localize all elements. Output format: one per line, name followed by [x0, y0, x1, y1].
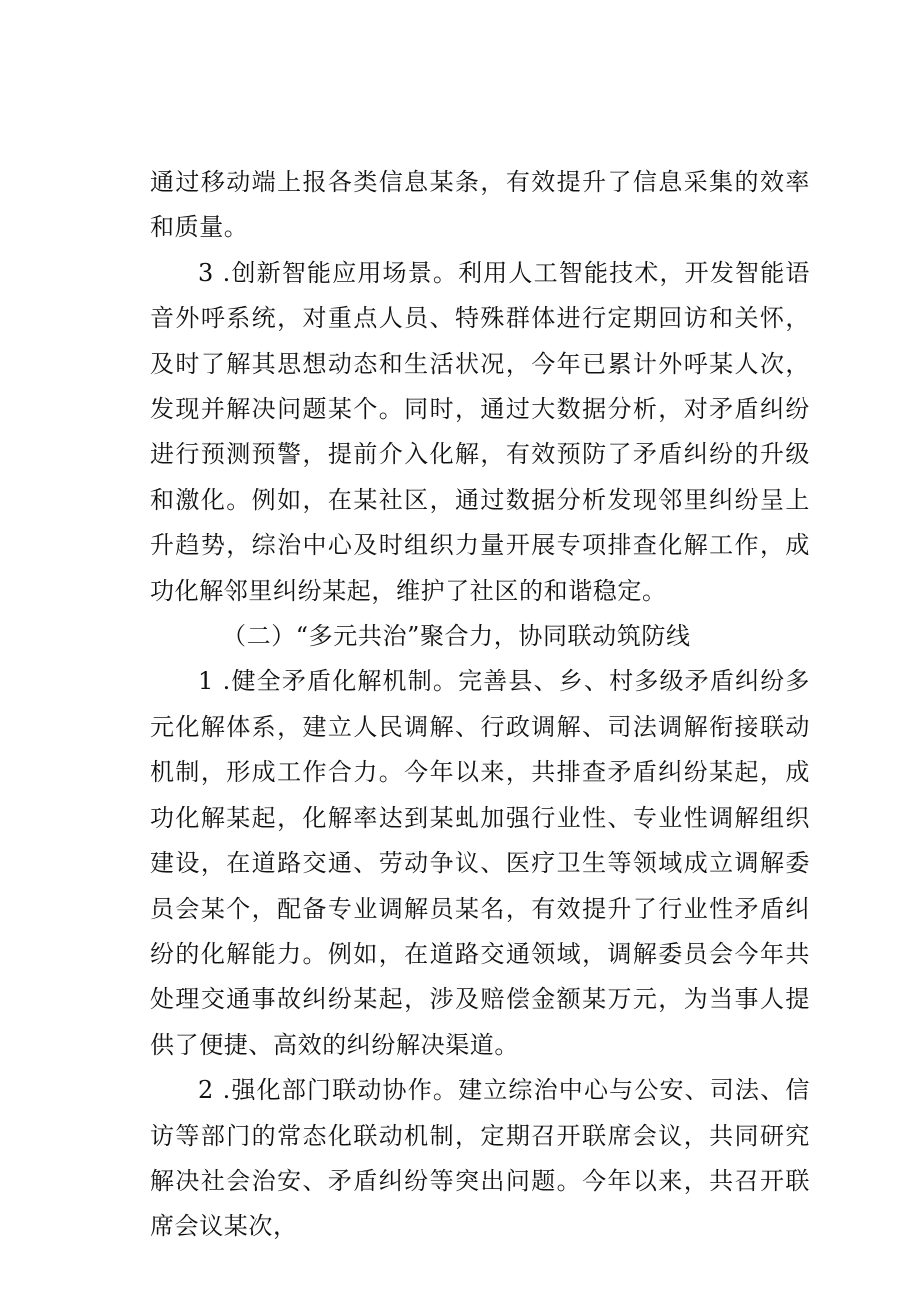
paragraph-1-conflict-resolution-mechanism: 1 .健全矛盾化解机制。完善县、乡、村多级矛盾纠纷多元化解体系，建立人民调解、行政调解、司法调解衔接联动机制，形成工作合力。今年以来，共排查矛盾纠纷某起，成功化解某起，化解率达到某虬加强行业性、专业性调解组织建设，在道路交通、劳动争议、医疗卫生等领域成立调解委员会某个，配备专业调解员某名，有效提升了行业性矛盾纠纷的化解能力。例如，在道路交通领域，调解委员会今年共处理交通事故纠纷某起，涉及赔偿金额某万元，为当事人提供了便捷、高效的纠纷解决渠道。 [150, 667, 810, 1059]
paragraph-3-smart-application-scenes: 3 .创新智能应用场景。利用人工智能技术，开发智能语音外呼系统，对重点人员、特殊群体进行定期回访和关怀，及时了解其思想动态和生活状况，今年已累计外呼某人次，发现并解决问题某个。同时，通过大数据分析，对矛盾纠纷进行预测预警，提前介入化解，有效预防了矛盾纠纷的升级和激化。例如，在某社区，通过数据分析发现邻里纠纷呈上升趋势，综治中心及时组织力量开展专项排查化解工作，成功化解邻里纠纷某起，维护了社区的和谐稳定。 [150, 258, 810, 605]
document-body [150, 160, 810, 1250]
section-heading-multi-governance: （二）“多元共治”聚合力，协同联动筑防线 [222, 622, 691, 651]
paragraph-2-department-coordination: 2 .强化部门联动协作。建立综治中心与公安、司法、信访等部门的常态化联动机制，定期召开联席会议，共同研究解决社会治安、矛盾纠纷等突出问题。今年以来，共召开联席会议某次， [150, 1076, 810, 1241]
paragraph-continued: 通过移动端上报各类信息某条，有效提升了信息采集的效率和质量。 [150, 168, 810, 242]
